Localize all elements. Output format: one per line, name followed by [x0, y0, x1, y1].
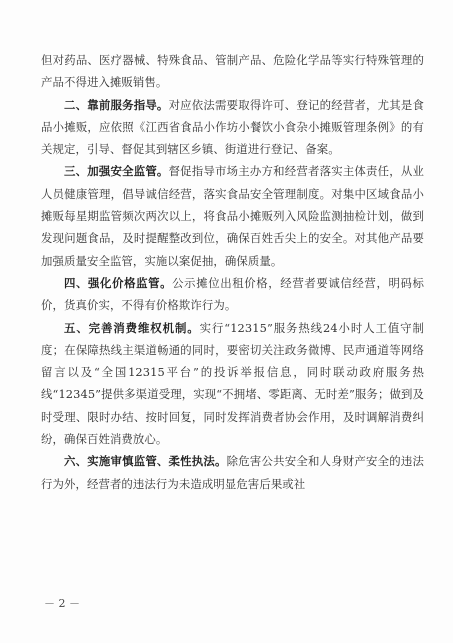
section-heading: 三、加强安全监管。 — [64, 164, 169, 179]
section-heading: 四、强化价格监管。 — [64, 275, 173, 290]
section-heading: 二、靠前服务指导。 — [64, 97, 169, 112]
section-safety-supervision — [41, 160, 424, 271]
section-body: 实行“12315”服务热线24小时人工值守制度；在保障热线主渠道畅通的同时，要密切关注政务微博、民声通道等网络留言以及“全国12315平台”的投诉举报信息，同时联动政府服务热线“12345”提供多渠道受理，实现“不拥堵、零距离、无时差”服务；做到及时受理、限时办结、按时回复，同时发挥消费者协会作用，及时调解消费纠纷，确保百姓消费放心。 — [41, 320, 425, 447]
section-heading: 五、完善消费维权机制。 — [64, 320, 200, 335]
section-price-supervision — [41, 272, 424, 317]
continuation-paragraph: 但对药品、医疗器械、特殊食品、管制产品、危险化学品等实行特殊管理的产品不得进入摊贩销售。 — [41, 53, 424, 90]
page-number: － 2 － — [44, 597, 80, 610]
section-body: 对应依法需要取得许可、登记的经营者，尤其是食品小摊贩，应依照《江西省食品小作坊小餐饮小食杂小摊贩管理条例》的有关规定，引导、督促其到辖区乡镇、街道进行登记、备案。 — [41, 97, 425, 157]
section-body: 公示摊位出租价格，经营者要诚信经营，明码标价，货真价实，不得有价格欺诈行为。 — [41, 275, 424, 313]
section-service-guidance — [41, 94, 424, 161]
section-prudent-enforcement — [41, 450, 424, 495]
section-body: 督促指导市场主办方和经营者落实主体责任，从业人员健康管理，倡导诚信经营，落实食品安全管理制度。对集中区域食品小摊贩每星期监管频次两次以上，将食品小摊贩列入风险监测抽检计划，做到发现问题食品，及时提醒整改到位，确保百姓舌尖上的安全。对其他产品要加强质量安全监管，实施以案促抽，确保质量。 — [41, 164, 425, 268]
section-body: 除危害公共安全和人身财产安全的违法行为外，经营者的违法行为未造成明显危害后果或社 — [41, 454, 424, 491]
section-consumer-rights — [41, 317, 424, 451]
document-body — [41, 49, 424, 495]
section-heading: 六、实施审慎监管、柔性执法。 — [64, 454, 227, 469]
